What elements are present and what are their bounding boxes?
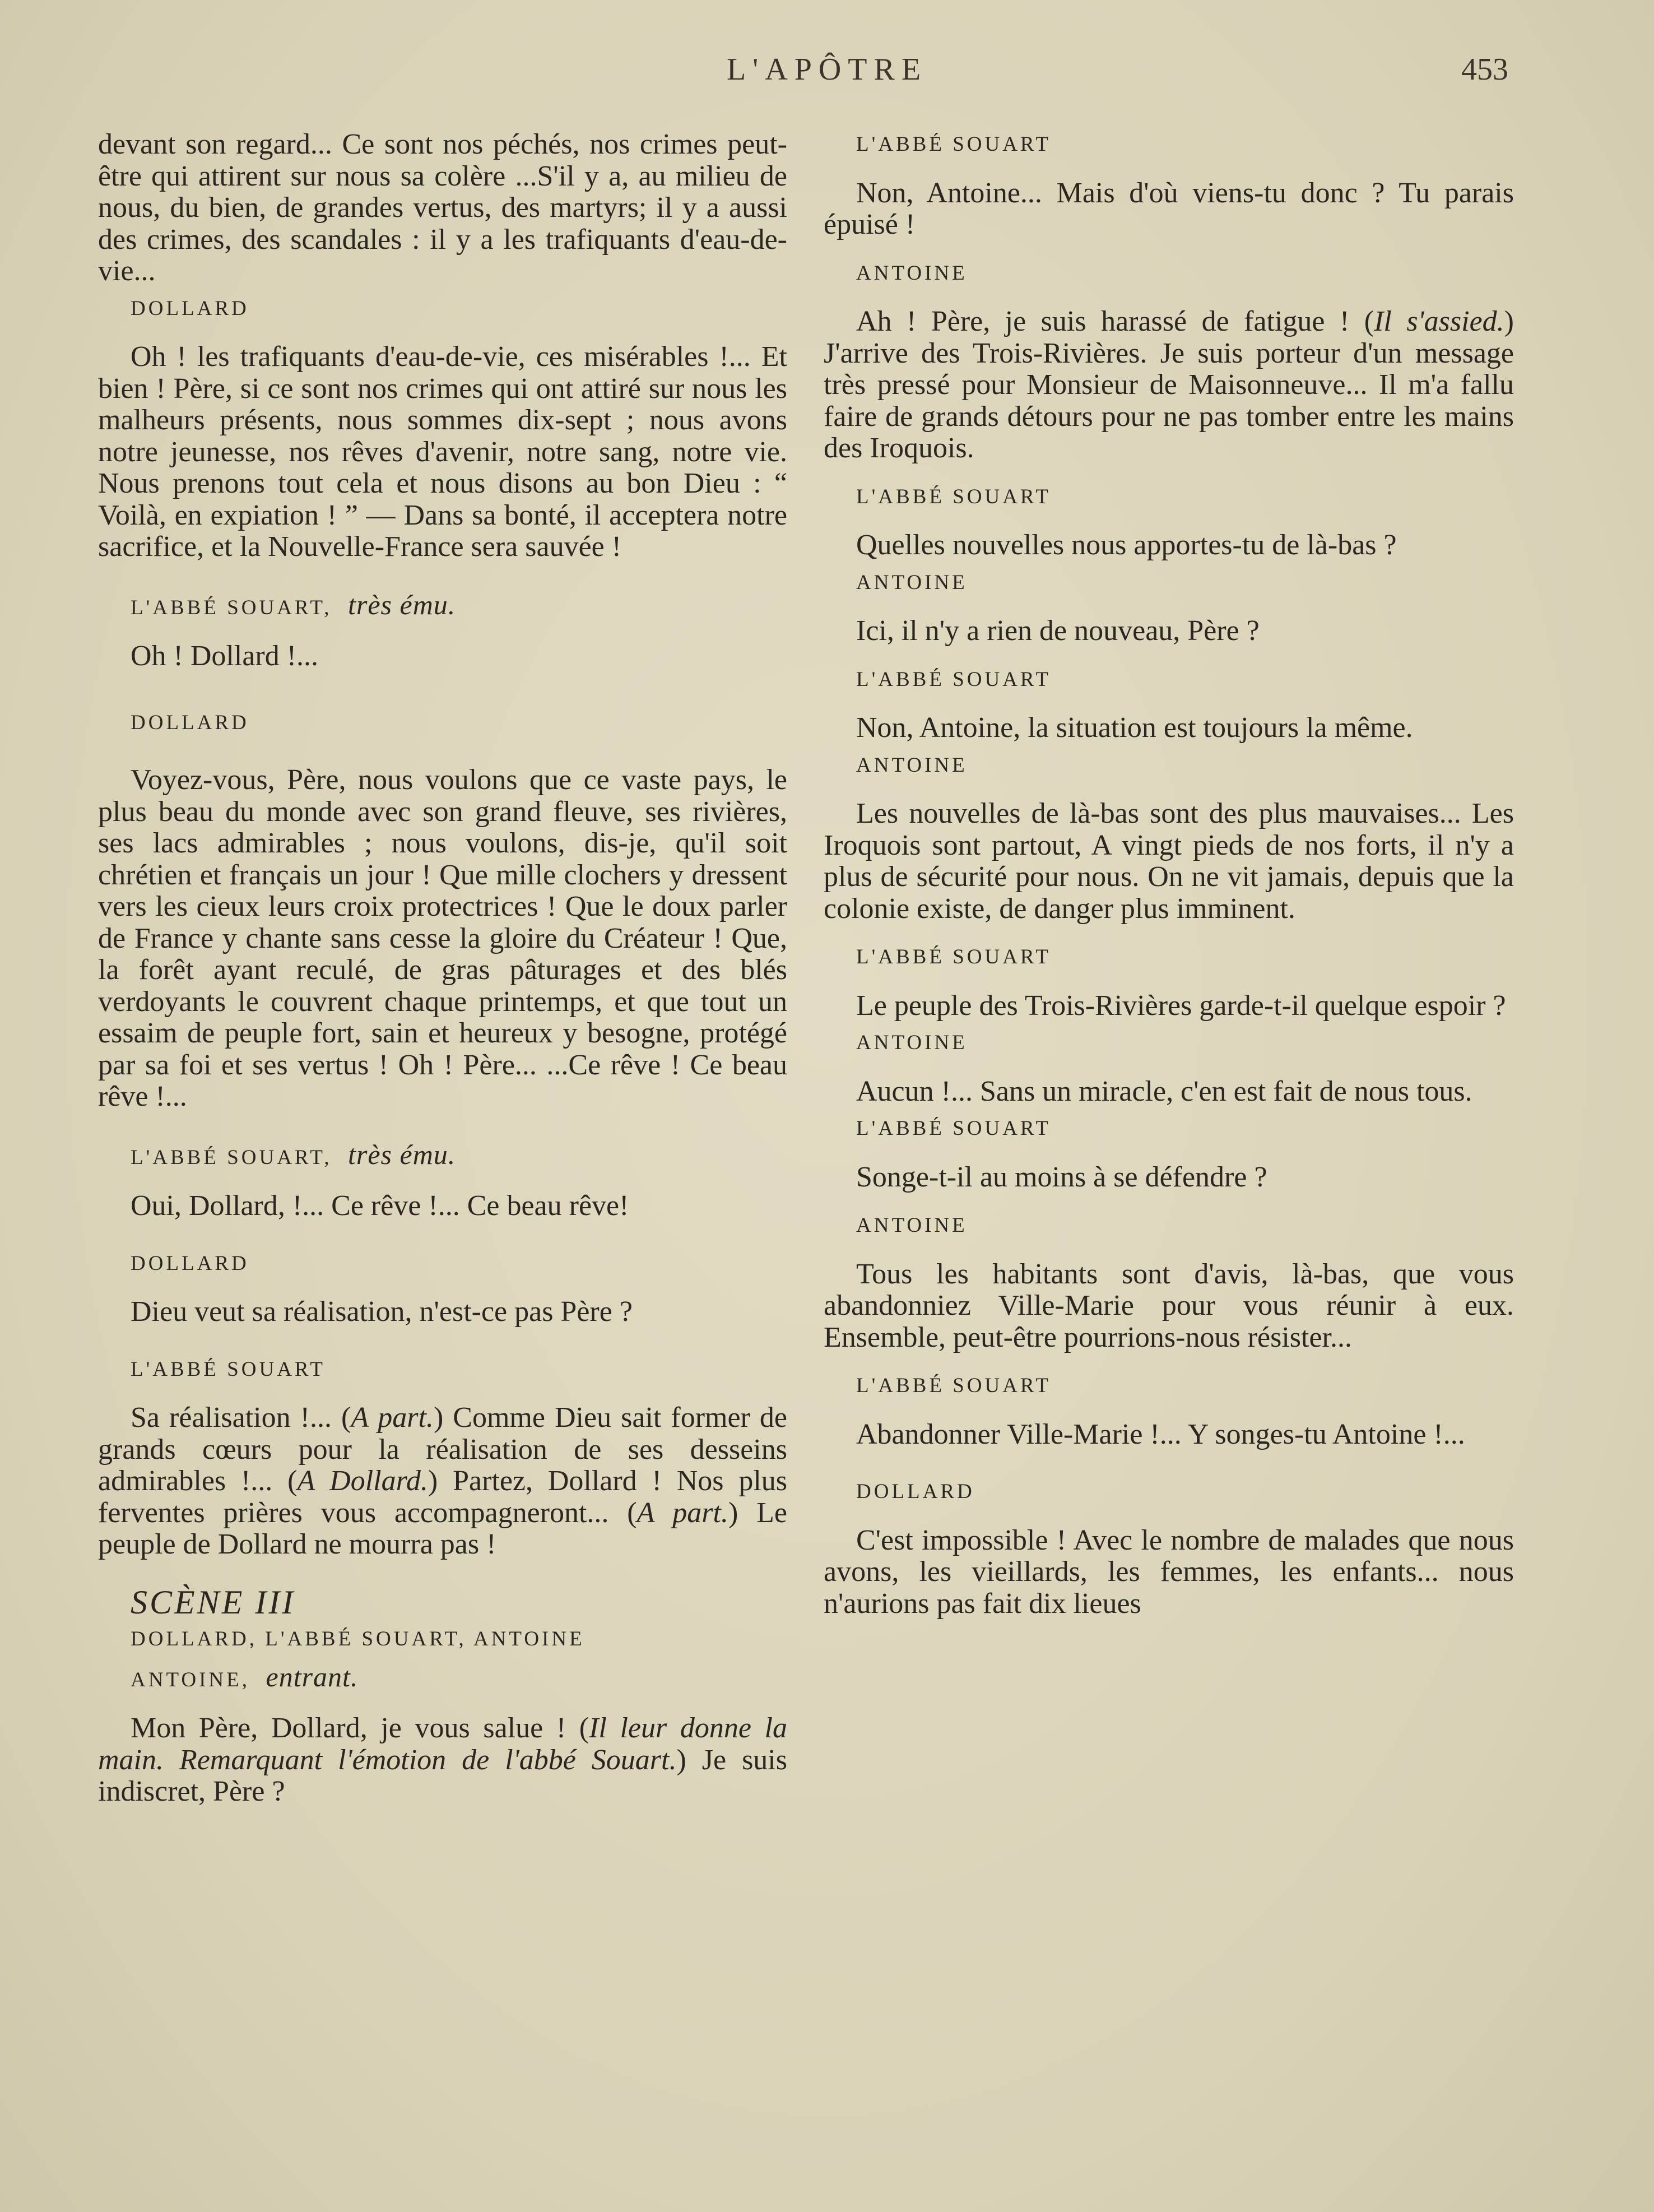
stage-direction: Il leur donne la main. Remarquant l'émotion de l'abbé Souart. [98,1712,787,1776]
paragraph: Non, Antoine... Mais d'où viens-tu donc ? Tu parais épuisé ! [824,177,1514,240]
running-title: L'APÔTRE [726,52,928,87]
paragraph [824,306,1514,465]
speaker-label: L'ABBÉ SOUART [856,485,1051,508]
speaker-label: L'ABBÉ SOUART [131,1357,326,1381]
left-column [98,129,787,1808]
stage-direction: très ému. [348,588,456,620]
speaker-label [98,589,787,624]
speaker-label: L'ABBÉ SOUART [856,945,1051,968]
paragraph: Dieu veut sa réalisation, n'est-ce pas Père ? [131,1296,633,1328]
cast-list: DOLLARD, L'ABBÉ SOUART, ANTOINE [131,1627,585,1650]
speaker-label: ANTOINE [856,753,968,777]
paragraph: Quelles nouvelles nous apportes-tu de là-bas ? [856,529,1397,561]
paragraph [98,1713,787,1808]
speaker-label [98,1661,787,1696]
speaker-label: DOLLARD [131,1251,249,1275]
speaker-label: ANTOINE [856,261,968,285]
text-run: ) Comme Dieu sait former de grands cœurs pour la réalisation de ses desseins admirables !... ( [98,1402,788,1497]
speaker-name: L'ABBÉ SOUART, [131,596,332,619]
speaker-label: ANTOINE [856,571,968,594]
text-run: Ah ! Père, je suis harassé de fatigue ! ( [856,305,1374,337]
speaker-label: ANTOINE [856,1031,968,1054]
stage-direction: A part. [351,1402,434,1434]
paragraph: Songe-t-il au moins à se défendre ? [856,1161,1267,1193]
paragraph: Oh ! les trafiquants d'eau-de-vie, ces misérables !... Et bien ! Père, si ce sont nos crimes qui ont attiré sur nous les malheurs présents, nous sommes dix-sept ; nous avons notre jeunesse, nos rêves d'avenir, notre sang, notre vie. Nous prenons tout cela et nous disons au bon Dieu : “ Voilà, en expiation ! ” — Dans sa bonté, il acceptera notre sacrifice, et la Nouvelle-France sera sauvée ! [98,341,787,563]
speaker-label: L'ABBÉ SOUART [856,1117,1051,1140]
right-column [824,129,1514,1620]
paragraph: C'est impossible ! Avec le nombre de malades que nous avons, les vieillards, les femmes, les enfants... nous n'aurions pas fait dix lieues [824,1524,1514,1620]
speaker-label [98,1139,787,1174]
stage-direction: A Dollard. [297,1465,428,1497]
text-run: ) Je suis indiscret, Père ? [98,1743,787,1807]
paragraph: Non, Antoine, la situation est toujours la même. [856,712,1413,744]
speaker-label: DOLLARD [131,711,249,734]
speaker-label: DOLLARD [856,1480,975,1503]
paragraph: Les nouvelles de là-bas sont des plus mauvaises... Les Iroquois sont partout, A vingt pieds de nos forts, il n'y a plus de sécurité pour nous. On ne vit jamais, depuis que la colonie existe, de danger plus imminent. [824,797,1514,925]
speaker-label: L'ABBÉ SOUART [856,1374,1051,1397]
paragraph [98,1402,787,1561]
paragraph: Ici, il n'y a rien de nouveau, Père ? [856,615,1260,647]
text-run: Mon Père, Dollard, je vous salue ! ( [131,1712,589,1744]
speaker-label: ANTOINE [856,1214,968,1237]
speaker-label: L'ABBÉ SOUART [856,133,1051,156]
stage-direction: très ému. [348,1138,456,1170]
paragraph: Le peuple des Trois-Rivières garde-t-il quelque espoir ? [856,989,1506,1022]
stage-direction: Il s'assied. [1374,305,1504,337]
paragraph: Abandonner Ville-Marie !... Y songes-tu Antoine !... [856,1418,1465,1450]
paragraph: Oui, Dollard, !... Ce rêve !... Ce beau rêve! [131,1190,629,1222]
text-run: Sa réalisation !... ( [131,1402,351,1434]
paragraph: Aucun !... Sans un miracle, c'en est fait de nous tous. [856,1075,1472,1107]
speaker-name: L'ABBÉ SOUART, [131,1146,332,1169]
paragraph: Voyez-vous, Père, nous voulons que ce vaste pays, le plus beau du monde avec son grand fleuve, ses rivières, ses lacs admirables ; nous voulons, dis-je, qu'il soit chrétien et français un jour ! Que mille clochers y dressent vers les cieux leurs croix protectrices ! Que le doux parler de France y chante sans cesse la gloire du Créateur ! Que, la forêt ayant reculé, de gras pâturages et des blés verdoyants le couvrent chaque printemps, et que tout un essaim de peuple fort, sain et heureux y besogne, protégé par sa foi et ses vertus ! Oh ! Père... ...Ce rêve ! Ce beau rêve !... [98,764,787,1112]
text-run: ) Le peuple de Dollard ne mourra pas ! [98,1496,787,1560]
text-run: ) Partez, Dollard ! Nos plus ferventes prières vous accompagneront... ( [98,1465,788,1529]
paragraph: Tous les habitants sont d'avis, là-bas, que vous abandonniez Ville-Marie pour vous réunir à eux. Ensemble, peut-être pourrions-nous résister... [824,1258,1514,1353]
speaker-label: L'ABBÉ SOUART [856,667,1051,691]
paragraph: Oh ! Dollard !... [131,640,319,672]
stage-direction: A part. [636,1496,728,1529]
paragraph: devant son regard... Ce sont nos péchés, nos crimes peut-être qui attirent sur nous sa colère ...S'il y a, au milieu de nous, du bien, de grandes vertus, des martyrs; il y a aussi des crimes, des scandales : il y a les trafiquants d'eau-de-vie... [98,128,787,287]
speaker-name: ANTOINE, [131,1668,250,1691]
page-number: 453 [1461,52,1508,87]
stage-direction: entrant. [266,1661,359,1692]
text-run: ) J'arrive des Trois-Rivières. Je suis porteur d'un message très pressé pour Monsieur de Maisonneuve... Il m'a fallu faire de grands détours pour ne pas tomber entre les mains des Iroquois. [824,305,1514,464]
speaker-label: DOLLARD [131,296,249,320]
scene-heading: SCÈNE III [131,1583,296,1621]
